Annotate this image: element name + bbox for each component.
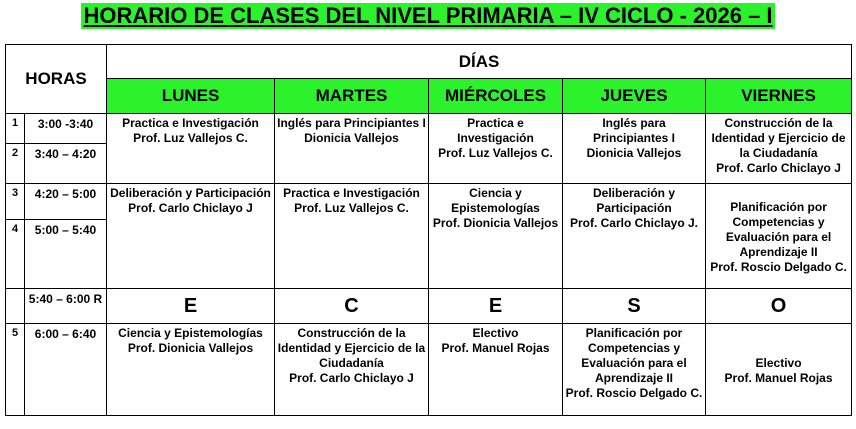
schedule-table	[5, 44, 852, 416]
slot-time: 6:00 – 6:40	[25, 324, 107, 416]
recreo-letter: C	[275, 289, 429, 324]
slot-time: 3:00 -3:40	[25, 114, 107, 144]
course-name: Planificación por Competencias y Evaluación para el Aprendizaje II	[581, 326, 687, 385]
header-horas: HORAS	[6, 45, 107, 114]
class-cell	[563, 184, 706, 289]
course-name: Electivo	[472, 326, 519, 340]
teacher-name: Prof. Luz Vallejos C.	[133, 131, 248, 145]
teacher-name: Prof. Luz Vallejos C.	[438, 146, 553, 160]
teacher-name: Prof. Roscio Delgado C.	[565, 386, 703, 400]
class-cell	[429, 184, 563, 289]
class-cell	[706, 114, 852, 184]
class-cell	[107, 184, 275, 289]
teacher-name: Prof. Dionicia Vallejos	[127, 341, 254, 355]
course-name: Planificación por Competencias y Evaluación para el Aprendizaje II	[725, 199, 832, 259]
course-name: Practica e Investigación	[283, 186, 420, 200]
teacher-name: Prof. Luz Vallejos C.	[294, 201, 409, 215]
slot-time: 4:20 – 5:00	[25, 184, 107, 220]
teacher-name: Dionicia Vallejos	[304, 131, 399, 145]
course-name: Deliberación y Participación	[110, 186, 271, 200]
class-cell	[275, 114, 429, 184]
day-martes: MARTES	[275, 79, 429, 114]
slot-time: 5:00 – 5:40	[25, 220, 107, 289]
title-bar	[0, 0, 856, 40]
course-name: Construcción de la Identidad y Ejercicio de la Ciudadanía	[277, 326, 426, 370]
course-name: Practica e Investigación	[122, 116, 259, 130]
recreo-letter: S	[563, 289, 706, 324]
course-name: Ciencia y Epistemologías	[118, 326, 263, 340]
class-cell	[107, 324, 275, 416]
slot-number: 4	[6, 220, 25, 289]
slot-number: 2	[6, 144, 25, 184]
slot-number	[6, 289, 25, 324]
class-cell	[706, 324, 852, 416]
recreo-letter: E	[107, 289, 275, 324]
course-name: Electivo	[755, 355, 802, 370]
recreo-letter: E	[429, 289, 563, 324]
teacher-name: Prof. Carlo Chiclayo J.	[569, 216, 699, 230]
slot-time-recreo: 5:40 – 6:00 R	[25, 289, 107, 324]
slot-number: 1	[6, 114, 25, 144]
teacher-name: Prof. Manuel Rojas	[724, 370, 833, 385]
course-name: Inglés para Principiantes I	[277, 116, 426, 130]
course-name: Deliberación y Participación	[592, 186, 676, 215]
header-dias: DÍAS	[107, 45, 852, 79]
day-lunes: LUNES	[107, 79, 275, 114]
teacher-name: Prof. Carlo Chiclayo J	[716, 161, 841, 175]
class-cell	[275, 324, 429, 416]
course-name: Practica e Investigación	[457, 116, 534, 145]
course-name: Ciencia y Epistemologías	[451, 186, 540, 215]
course-name: Inglés para Principiantes I	[592, 116, 676, 145]
class-cell	[429, 324, 563, 416]
recreo-letter: O	[706, 289, 852, 324]
course-name: Construcción de la Identidad y Ejercicio de la Ciudadanía	[711, 116, 846, 160]
teacher-name: Prof. Carlo Chiclayo J	[128, 201, 253, 215]
day-miercoles: MIÉRCOLES	[429, 79, 563, 114]
slot-time: 3:40 – 4:20	[25, 144, 107, 184]
page-title: HORARIO DE CLASES DEL NIVEL PRIMARIA – IV CICLO - 2026 – I	[83, 3, 773, 28]
class-cell	[563, 324, 706, 416]
day-jueves: JUEVES	[563, 79, 706, 114]
class-cell	[706, 184, 852, 289]
class-cell	[429, 114, 563, 184]
teacher-name: Prof. Carlo Chiclayo J	[289, 371, 414, 385]
teacher-name: Prof. Roscio Delgado C.	[710, 259, 847, 274]
slot-number: 3	[6, 184, 25, 220]
day-viernes: VIERNES	[706, 79, 852, 114]
slot-number: 5	[6, 324, 25, 416]
teacher-name: Prof. Manuel Rojas	[441, 341, 550, 355]
teacher-name: Dionicia Vallejos	[586, 146, 682, 160]
teacher-name: Prof. Dionicia Vallejos	[432, 216, 559, 230]
class-cell	[275, 184, 429, 289]
class-cell	[563, 114, 706, 184]
class-cell	[107, 114, 275, 184]
